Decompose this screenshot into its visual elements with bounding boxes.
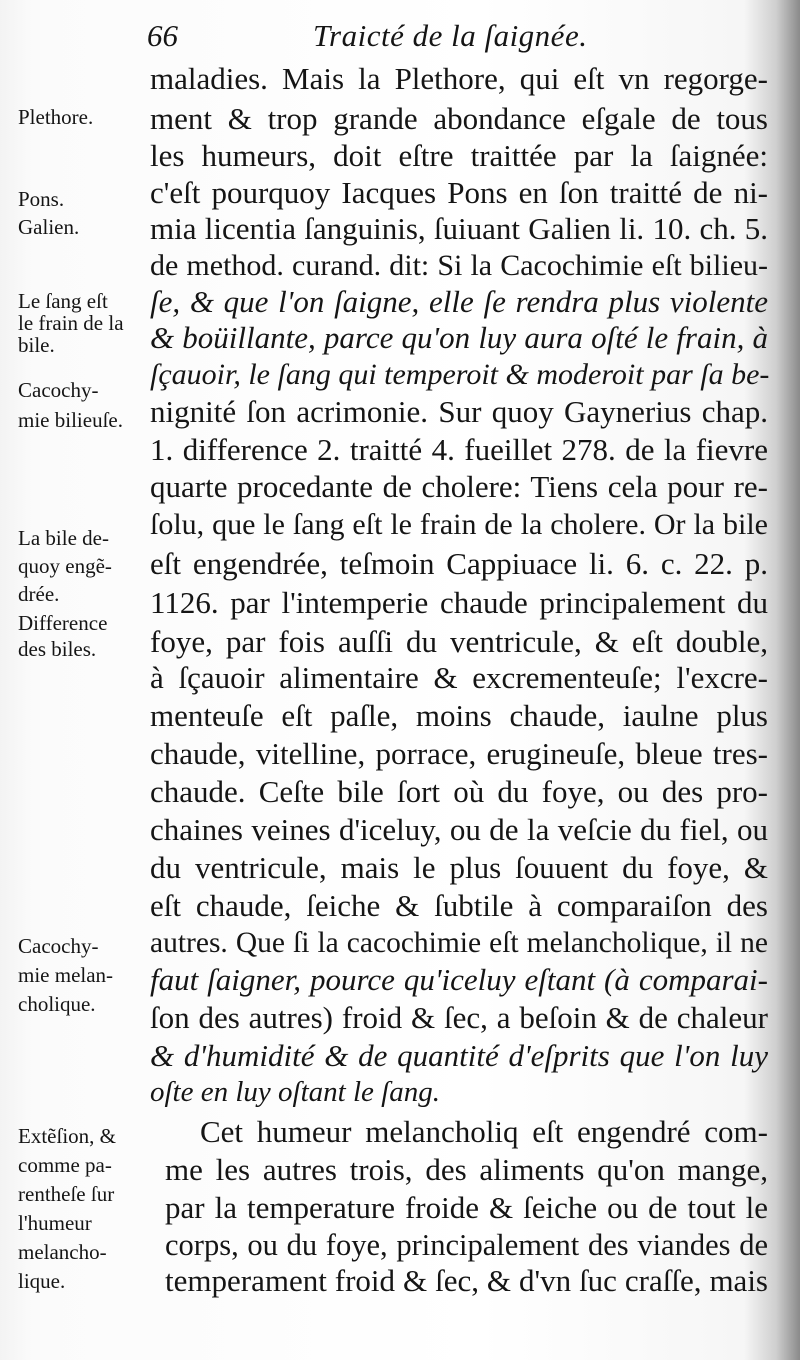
- text-line: maladies. Mais la Plethore, qui eſt vn regorge-: [150, 61, 768, 96]
- text-line: & d'humidité & de quantité d'eſprits que l'on luy: [150, 1038, 768, 1073]
- text-line: du ventricule, mais le plus ſouuent du foye, &: [150, 850, 768, 885]
- text-line: nignité ſon acrimonie. Sur quoy Gaynerius chap.: [150, 394, 768, 429]
- text-line: quarte procedante de cholere: Tiens cela pour re-: [150, 469, 768, 504]
- text-line: ment & trop grande abondance eſgale de tous: [150, 101, 768, 136]
- text-line: ſçauoir, le ſang qui temperoit & moderoit par ſa be-: [150, 358, 770, 391]
- text-line: c'eſt pourquoy Iacques Pons en ſon traitté de ni-: [150, 175, 768, 210]
- margin-note-cacochymie-melancholique: Cacochy- mie melan- cholique.: [18, 934, 114, 1016]
- text-line: chaude, vitelline, porrace, erugineuſe, bleue tres-: [150, 736, 768, 771]
- text-line: chaude. Ceſte bile ſort où du foye, ou des pro-: [150, 774, 768, 809]
- margin-note-plethore: Plethore.: [18, 105, 94, 129]
- margin-note-difference-biles: Difference des biles.: [18, 611, 108, 661]
- text-line: faut ſaigner, pource qu'iceluy eſtant (à comparai-: [150, 962, 768, 997]
- text-line: autres. Que ſi la cacochimie eſt melancholique, il ne: [150, 927, 768, 959]
- text-line: ſe, & que l'on ſaigne, elle ſe rendra plus violente: [150, 284, 768, 319]
- text-line: me les autres trois, des aliments qu'on mange,: [165, 1152, 768, 1187]
- text-line: foye, par fois auſſi du ventricule, & eſt double,: [150, 624, 768, 659]
- text-line: corps, ou du foye, principalement des viandes de: [165, 1228, 768, 1262]
- text-line: temperament froid & ſec, & d'vn ſuc craſſe, mais: [165, 1263, 768, 1298]
- text-line: 1126. par l'intemperie chaude principalement du: [150, 585, 768, 620]
- text-line: 1. difference 2. traitté 4. fueillet 278. de la fievre: [150, 432, 768, 467]
- text-line: ſolu, que le ſang eſt le frain de la cholere. Or la bile: [150, 508, 768, 541]
- page-header: [145, 14, 765, 60]
- margin-note-extension-parenthese: Extẽſion, & comme pa- rentheſe ſur l'humeur melancho- lique.: [18, 1124, 116, 1293]
- text-line: eſt chaude, ſeiche & ſubtile à comparaiſon des: [150, 888, 768, 923]
- text-line: mia licentia ſanguinis, ſuiuant Galien li. 10. ch. 5.: [150, 211, 768, 246]
- page-number: 66: [147, 18, 178, 53]
- text-line: menteuſe eſt paſle, moins chaude, iaulne plus: [150, 698, 768, 733]
- margin-note-sang-frain: Le ſang eſt le frain de la bile.: [18, 289, 124, 357]
- margin-note-galien: Galien.: [18, 215, 80, 239]
- text-line: par la temperature froide & ſeiche ou de tout le: [165, 1190, 768, 1225]
- text-line: ſon des autres) froid & ſec, a beſoin & de chaleur: [150, 1000, 768, 1035]
- text-line: de method. curand. dit: Si la Cacochimie eſt bilieu-: [150, 249, 768, 282]
- text-line: & boüillante, parce qu'on luy aura oſté le frain, à: [150, 320, 768, 355]
- text-line: les humeurs, doit eſtre traittée par la ſaignée:: [150, 138, 768, 173]
- text-line: oſte en luy oſtant le ſang.: [150, 1076, 440, 1108]
- text-line: eſt engendrée, teſmoin Cappiuace li. 6. c. 22. p.: [150, 546, 768, 581]
- text-line: chaines veines d'iceluy, ou de la veſcie du fiel, ou: [150, 812, 768, 847]
- margin-note-pons: Pons.: [18, 187, 65, 211]
- margin-note-bile-engendree: La bile de- quoy engẽ- drée.: [18, 526, 112, 606]
- margin-note-cacochymie-bilieuse: Cacochy- mie bilieuſe.: [18, 378, 123, 432]
- text-line: à ſçauoir alimentaire & excrementeuſe; l'excre-: [150, 660, 768, 695]
- text-line: Cet humeur melancholiq eſt engendré com-: [200, 1114, 768, 1149]
- running-title: Traicté de la ſaignée.: [313, 18, 588, 53]
